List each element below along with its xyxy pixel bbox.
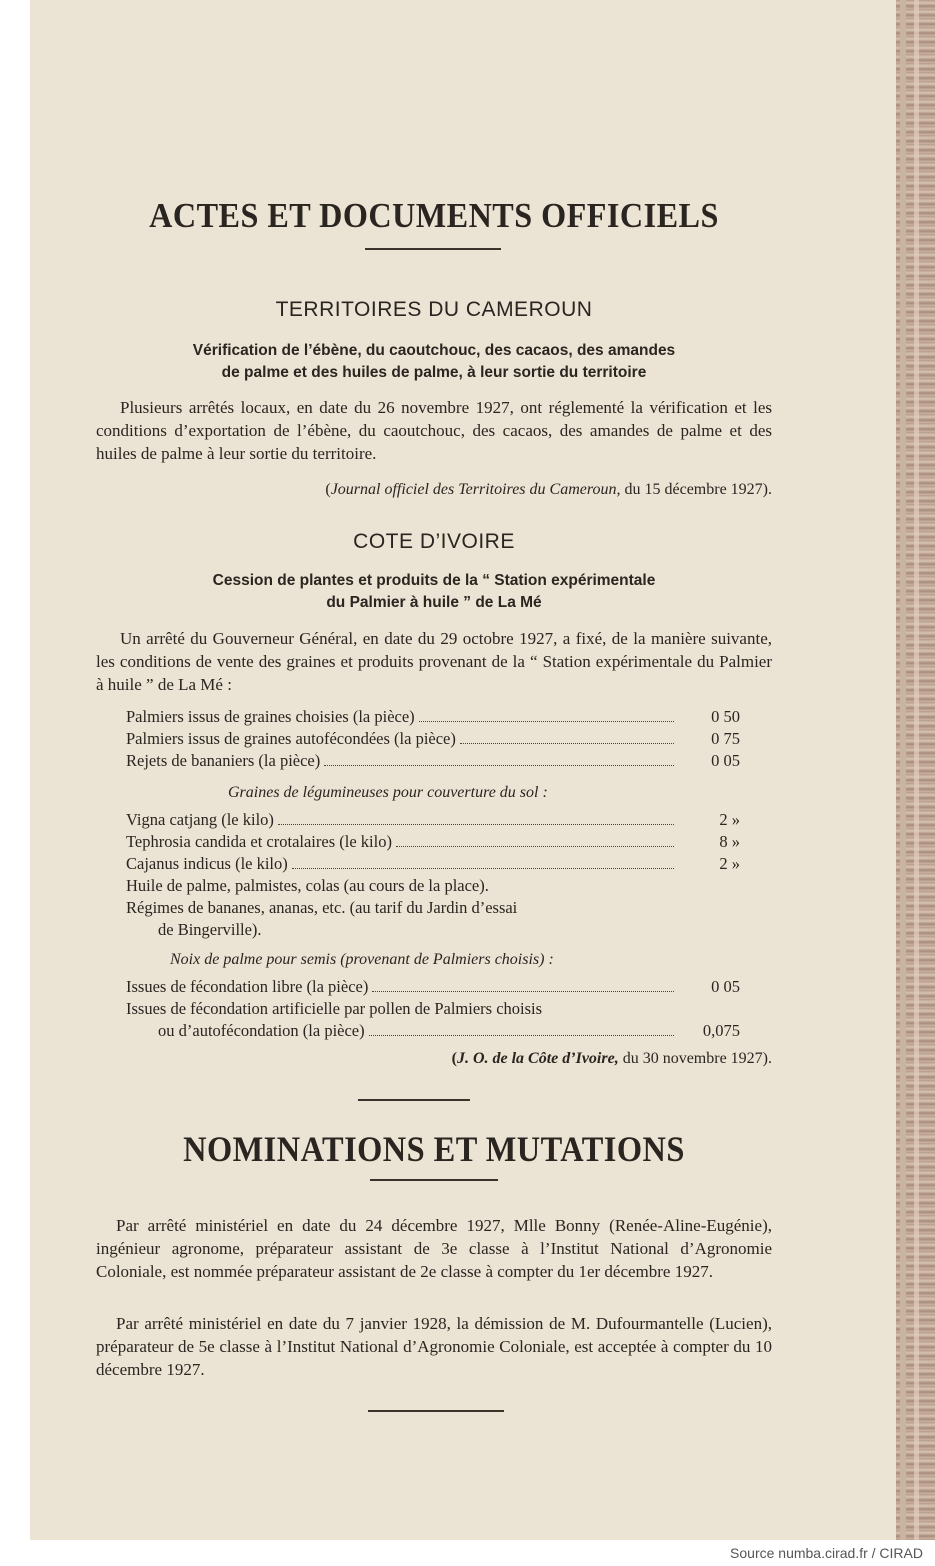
huile-line: Huile de palme, palmistes, colas (au cours de la place). xyxy=(126,876,489,895)
subhead-noix: Noix de palme pour semis (provenant de Palmiers choisis) : xyxy=(170,951,554,968)
price-row: ou d’autofécondation (la pièce) 0,075 xyxy=(158,1021,740,1040)
paragraph-cote-ivoire: Un arrêté du Gouverneur Général, en date du 29 octobre 1927, a fixé, de la manière suivante, les conditions de vente des graines et produits provenant de la “ Station expérimentale du Palmier à huile ” de La Mé : xyxy=(96,629,772,694)
book-spine-edge xyxy=(896,0,935,1540)
main-title: ACTES ET DOCUMENTS OFFICIELS xyxy=(149,196,719,235)
source-cote-ivoire-date: du 30 novembre 1927). xyxy=(618,1050,772,1067)
source-cameroun-journal: Journal officiel des Territoires du Cameroun, xyxy=(330,481,621,498)
price-row: Rejets de bananiers (la pièce) 0 05 xyxy=(126,751,740,770)
section-heading-cameroun: TERRITOIRES DU CAMEROUN xyxy=(275,298,593,321)
section-divider xyxy=(358,1099,470,1101)
regimes-line1: Régimes de bananes, ananas, etc. (au tarif du Jardin d’essai xyxy=(126,898,518,917)
source-cote-ivoire: (J. O. de la Côte d’Ivoire, du 30 novembre 1927). xyxy=(451,1050,772,1067)
nominations-title: NOMINATIONS ET MUTATIONS xyxy=(183,1129,685,1169)
price-row: Palmiers issus de graines choisies (la pièce) 0 50 xyxy=(126,707,740,726)
subhead-graines: Graines de légumineuses pour couverture du sol : xyxy=(228,784,548,801)
subheading-cote-ivoire-line1: Cession de plantes et produits de la “ Station expérimentale xyxy=(212,572,656,589)
section-heading-cote-ivoire: COTE D’IVOIRE xyxy=(353,530,515,553)
title-rule xyxy=(365,248,501,250)
subheading-cameroun-line2: de palme et des huiles de palme, à leur sortie du territoire xyxy=(221,364,647,381)
nominations-rule xyxy=(370,1179,498,1181)
source-credit: Source numba.cirad.fr / CIRAD xyxy=(730,1545,923,1561)
regimes-line2: de Bingerville). xyxy=(158,920,262,939)
price-row: Palmiers issus de graines autofécondées (la pièce) 0 75 xyxy=(126,729,740,748)
paragraph-cameroun: Plusieurs arrêtés locaux, en date du 26 novembre 1927, ont réglementé la vérification et les conditions d’exportation de l’ébène, du caoutchouc, des cacaos, des amandes de palme et des huiles de palme à leur sortie du territoire. xyxy=(96,398,772,463)
source-cameroun: (Journal officiel des Territoires du Cameroun, du 15 décembre 1927). xyxy=(325,481,772,498)
source-cameroun-date: du 15 décembre 1927). xyxy=(620,481,772,498)
price-row: Tephrosia candida et crotalaires (le kilo) 8 » xyxy=(126,832,740,851)
end-divider xyxy=(368,1410,504,1412)
nominations-paragraph1: Par arrêté ministériel en date du 24 décembre 1927, Mlle Bonny (Renée-Aline-Eugénie), ingénieur agronome, préparateur assistant de 3e classe à l’Institut National d’Agronomie Coloniale, est nommée préparateur assistant de 2e classe à compter du 1er décembre 1927. xyxy=(96,1216,772,1281)
subheading-cote-ivoire-line2: du Palmier à huile ” de La Mé xyxy=(326,594,542,611)
price-row: Cajanus indicus (le kilo) 2 » xyxy=(126,854,740,873)
price-row: Vigna catjang (le kilo) 2 » xyxy=(126,810,740,829)
nominations-paragraph2: Par arrêté ministériel en date du 7 janvier 1928, la démission de M. Dufourmantelle (Lucien), préparateur de 5e classe à l’Institut National d’Agronomie Coloniale, est acceptée à compter du 10 décembre 1927. xyxy=(96,1314,772,1379)
price-row: Issues de fécondation libre (la pièce) 0 05 xyxy=(126,977,740,996)
subheading-cameroun-line1: Vérification de l’ébène, du caoutchouc, des cacaos, des amandes xyxy=(192,342,676,359)
source-cote-ivoire-journal: J. O. de la Côte d’Ivoire, xyxy=(456,1050,619,1067)
artificielle-line: Issues de fécondation artificielle par pollen de Palmiers choisis xyxy=(126,999,543,1018)
